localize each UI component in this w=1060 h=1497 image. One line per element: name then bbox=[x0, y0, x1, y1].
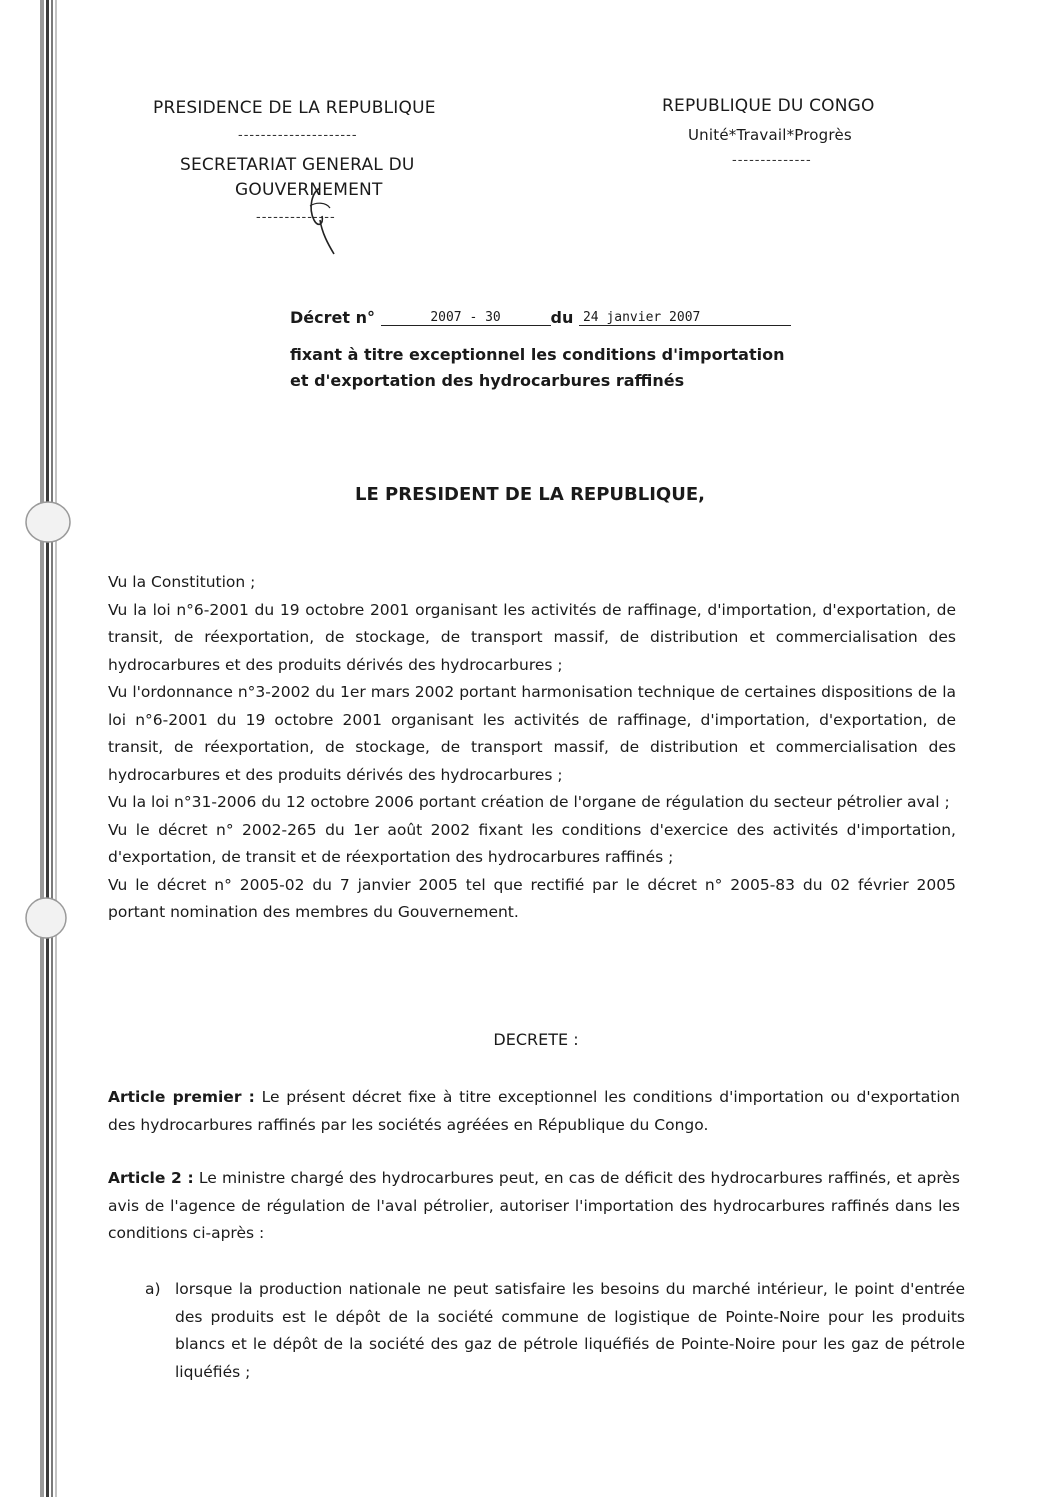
decree-date: 24 janvier 2007 bbox=[579, 310, 791, 326]
decree-label: Décret n° bbox=[290, 308, 375, 327]
article-premier-label: Article premier : bbox=[108, 1088, 255, 1106]
article-premier-text: Le présent décret fixe à titre exceptionnel les conditions d'importation ou d'exportation des hydrocarbures raffinés par les sociétés agréées en République du Congo. bbox=[108, 1088, 960, 1134]
visa-loi-6-2001: Vu la loi n°6-2001 du 19 octobre 2001 organisant les activités de raffinage, d'importation, d'exportation, de transit, de réexportation, de stockage, de transport massif, de distribution et commercialisation des hydrocarbures et des produits dérivés des hydrocarbures ; bbox=[108, 600, 956, 674]
decree-reference bbox=[290, 308, 791, 327]
article-2 bbox=[108, 1165, 960, 1248]
header-presidence: PRESIDENCE DE LA REPUBLIQUE bbox=[153, 98, 436, 118]
article-2-label: Article 2 : bbox=[108, 1169, 194, 1187]
handwritten-initials bbox=[290, 178, 350, 258]
visa-constitution: Vu la Constitution ; bbox=[108, 573, 256, 591]
visa-loi-31-2006: Vu la loi n°31-2006 du 12 octobre 2006 portant création de l'organe de régulation du secteur pétrolier aval ; bbox=[108, 793, 950, 811]
visas-block bbox=[108, 569, 956, 927]
header-devise: Unité*Travail*Progrès bbox=[688, 126, 852, 144]
article-2-text: Le ministre chargé des hydrocarbures peut, en cas de déficit des hydrocarbures raffinés, et après avis de l'agence de régulation de l'aval pétrolier, autoriser l'importation des hydrocarbures raffinés dans les conditions ci-après : bbox=[108, 1169, 960, 1242]
header-right-separator: -------------- bbox=[732, 153, 812, 168]
decree-subject-line1: fixant à titre exceptionnel les conditions d'importation bbox=[290, 345, 785, 364]
header-secretariat-line1: SECRETARIAT GENERAL DU bbox=[180, 155, 415, 175]
header-left-separator1: --------------------- bbox=[238, 128, 358, 143]
punch-hole-top bbox=[26, 502, 70, 542]
decree-number: 2007 - 30 bbox=[381, 310, 551, 326]
decree-subject bbox=[290, 342, 784, 394]
binding-edge bbox=[0, 0, 80, 1497]
decrete-heading: DECRETE : bbox=[493, 1030, 579, 1049]
header-left-separator2: -------------- bbox=[256, 210, 336, 225]
decree-du: du bbox=[550, 308, 574, 327]
punch-hole-bottom bbox=[26, 898, 66, 938]
visa-ordonnance-3-2002: Vu l'ordonnance n°3-2002 du 1er mars 2002 portant harmonisation technique de certaines dispositions de la loi n°6-2001 du 19 octobre 2001 organisant les activités de raffinage, d'importation, d'exportation, de transit, de réexportation, de stockage, de transport massif, de distribution et commercialisation des hydrocarbures et des produits dérivés des hydrocarbures ; bbox=[108, 683, 956, 784]
item-a-text: lorsque la production nationale ne peut satisfaire les besoins du marché intérieur, le point d'entrée des produits est le dépôt de la société commune de logistique de Pointe-Noire pour les produits blancs et le dépôt de la société des gaz de pétrole liquéfiés de Pointe-Noire pour les gaz de pétrole liquéfiés ; bbox=[175, 1280, 965, 1381]
header-republique: REPUBLIQUE DU CONGO bbox=[662, 96, 875, 116]
item-a-marker: a) bbox=[145, 1280, 161, 1298]
visa-decret-2002-265: Vu le décret n° 2002-265 du 1er août 2002 fixant les conditions d'exercice des activités d'importation, d'exportation, de transit et de réexportation des hydrocarbures raffinés ; bbox=[108, 820, 956, 866]
visa-decret-2005-02: Vu le décret n° 2005-02 du 7 janvier 2005 tel que rectifié par le décret n° 2005-83 du 02 février 2005 portant nomination des membres du Gouvernement. bbox=[108, 875, 956, 921]
header-secretariat-line2: GOUVERNEMENT bbox=[235, 180, 383, 200]
president-title: LE PRESIDENT DE LA REPUBLIQUE, bbox=[355, 484, 705, 505]
decree-subject-line2: et d'exportation des hydrocarbures raffinés bbox=[290, 371, 685, 390]
article-premier bbox=[108, 1084, 960, 1139]
article-2-item-a bbox=[145, 1276, 965, 1386]
